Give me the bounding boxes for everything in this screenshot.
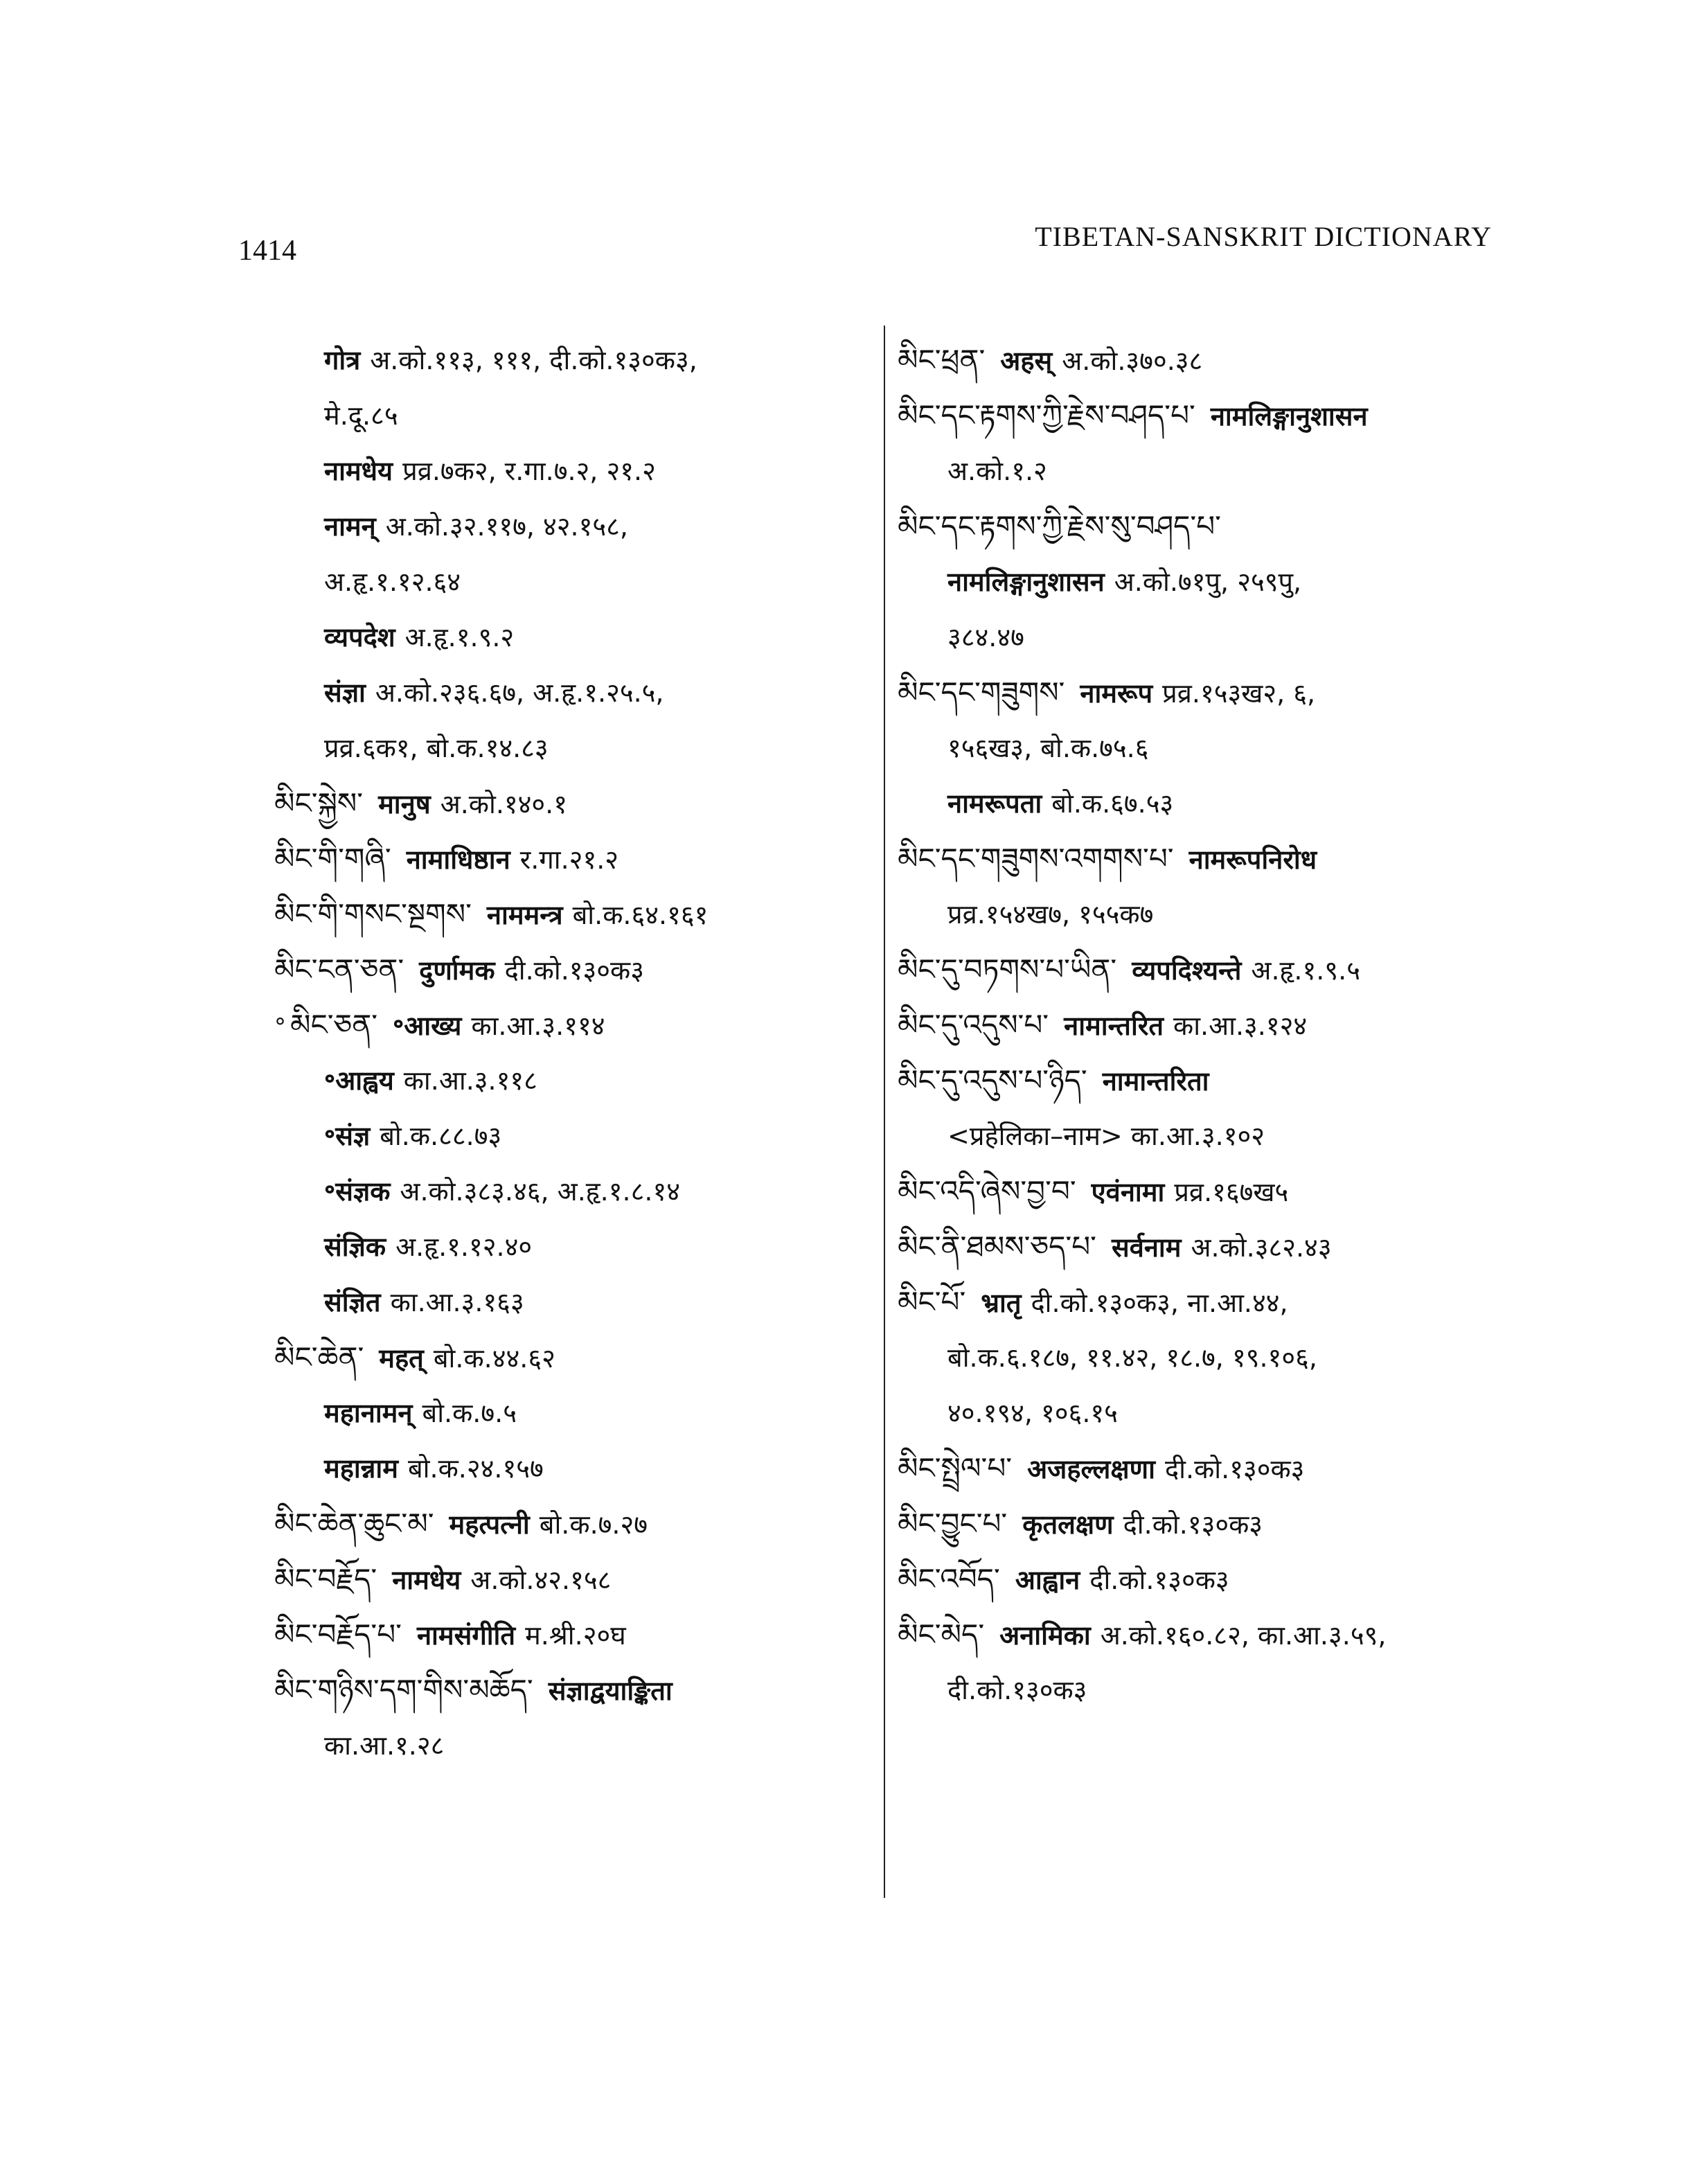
sanskrit-term: नामधेय xyxy=(392,1565,461,1595)
source-reference: का.आ.३.१६३ xyxy=(390,1287,524,1317)
sanskrit-term: महानामन् xyxy=(324,1398,413,1428)
sanskrit-term: व्यपदिश्यन्ते xyxy=(1132,955,1242,986)
sanskrit-term: कृतलक्षण xyxy=(1022,1509,1114,1540)
tibetan-headword: མིང་གཉིས་དག་གིས་མཆོད་ xyxy=(274,1673,533,1707)
source-reference: प्रव्र.१६७ख५ xyxy=(1174,1177,1289,1207)
source-reference: बो.क.६.१८७, ११.४२, १८.७, १९.१०६, xyxy=(947,1342,1317,1373)
dictionary-entry xyxy=(274,1552,849,1607)
sanskrit-term: नामान्तरिता xyxy=(1102,1066,1209,1097)
source-reference: अ.हृ.१.९.५ xyxy=(1251,955,1360,986)
continuation-line xyxy=(898,610,1521,665)
sanskrit-term: आह्वान xyxy=(1015,1565,1080,1595)
dictionary-entry xyxy=(898,831,1521,887)
left-column xyxy=(274,332,849,1773)
source-reference: प्रव्र.७क२, र.गा.७.२, २१.२ xyxy=(402,456,656,486)
entry-marker: ° xyxy=(274,1013,286,1041)
dictionary-entry xyxy=(898,1441,1521,1496)
dictionary-entry xyxy=(274,1662,849,1718)
source-reference: प्रव्र.६क१, बो.क.१४.८३ xyxy=(324,733,549,763)
continuation-line xyxy=(898,720,1521,776)
sanskrit-term: नाममन्त्र xyxy=(486,900,563,930)
dictionary-entry xyxy=(898,1053,1521,1108)
sanskrit-term: नामरूप xyxy=(1080,678,1153,709)
page-number: 1414 xyxy=(238,235,296,267)
tibetan-headword: མིང་ཆེན་ xyxy=(274,1340,364,1374)
dictionary-entry xyxy=(898,1275,1521,1330)
source-reference: का.आ.३.११८ xyxy=(403,1065,537,1096)
sanskrit-equivalent xyxy=(274,1053,849,1108)
sanskrit-equivalent xyxy=(274,1275,849,1330)
tibetan-headword: མིང་འདི་ཞེས་བྱ་བ་ xyxy=(898,1174,1076,1208)
sanskrit-term: नामलिङ्गानुशासन xyxy=(947,567,1105,597)
dictionary-entry xyxy=(898,499,1521,554)
sanskrit-term: ॰आह्वय xyxy=(324,1065,394,1096)
tibetan-headword: མིང་ཕྲན་ xyxy=(898,343,986,377)
sanskrit-term: महत्पत्नी xyxy=(449,1509,530,1540)
continuation-line xyxy=(898,887,1521,942)
sanskrit-term: संज्ञिक xyxy=(324,1232,386,1262)
source-reference: अ.को.२३६.६७, अ.हृ.१.२५.५, xyxy=(375,677,664,708)
sanskrit-term: संज्ञा xyxy=(324,677,366,708)
source-reference: का.आ.१.२८ xyxy=(324,1730,445,1761)
dictionary-entry xyxy=(898,942,1521,997)
source-reference: अ.को.११३, १११, दी.को.१३०क३, xyxy=(370,345,697,375)
source-reference: दी.को.१३०क३ xyxy=(1123,1509,1263,1540)
tibetan-headword: མིང་སྐྱེས་ xyxy=(274,786,364,820)
right-column xyxy=(898,332,1521,1718)
sanskrit-equivalent xyxy=(898,776,1521,831)
tibetan-headword: མིང་དང་རྟགས་ཀྱི་རྗེས་བཤད་པ་ xyxy=(898,398,1195,432)
sanskrit-term: नामन् xyxy=(324,511,376,542)
tibetan-headword: མིང་དང་གཟུགས་འགགས་པ་ xyxy=(898,842,1174,876)
sanskrit-term: नामसंगीति xyxy=(416,1620,516,1651)
source-reference: अ.को.१४०.१ xyxy=(440,789,568,819)
source-reference: बो.क.२४.१५७ xyxy=(407,1453,544,1484)
dictionary-entry xyxy=(898,1219,1521,1275)
source-reference: बो.क.७.५ xyxy=(422,1398,517,1428)
tibetan-headword: མིང་གི་གསང་སྔགས་ xyxy=(274,897,472,931)
source-reference: दी.को.१३०क३ xyxy=(504,955,644,986)
source-reference: <प्रहेलिका–नाम> का.आ.३.१०२ xyxy=(947,1121,1265,1151)
source-reference: अ.को.३२.११७, ४२.१५८, xyxy=(385,511,628,542)
sanskrit-equivalent xyxy=(898,554,1521,610)
sanskrit-term: संज्ञित xyxy=(324,1287,381,1317)
source-reference: दी.को.१३०क३ xyxy=(1164,1454,1305,1484)
source-reference: अ.को.३७०.३८ xyxy=(1062,346,1203,376)
column-divider xyxy=(884,326,885,1898)
source-reference: म.श्री.२०घ xyxy=(525,1620,626,1651)
dictionary-entry xyxy=(274,942,849,997)
sanskrit-term: सर्वनाम xyxy=(1112,1232,1182,1263)
sanskrit-equivalent xyxy=(274,610,849,665)
source-reference: अ.हृ.१.९.२ xyxy=(404,622,515,652)
tibetan-headword: མིང་དུ་འདུས་པ་ xyxy=(898,1008,1049,1042)
dictionary-entry xyxy=(898,1164,1521,1219)
sanskrit-term: मानुष xyxy=(378,789,431,819)
continuation-line xyxy=(898,1385,1521,1441)
sanskrit-term: नामान्तरित xyxy=(1064,1011,1164,1041)
source-reference: बो.क.६७.५३ xyxy=(1051,788,1174,819)
sanskrit-term: दुर्णामक xyxy=(419,955,495,986)
source-reference: अ.को.१.२ xyxy=(947,456,1047,486)
sanskrit-equivalent xyxy=(274,332,849,388)
sanskrit-term: भ्रातृ xyxy=(981,1288,1022,1318)
sanskrit-equivalent xyxy=(274,443,849,499)
source-reference: अ.को.७१पु, २५९पु, xyxy=(1114,567,1302,597)
sanskrit-term: नामरूपनिरोध xyxy=(1188,844,1317,875)
tibetan-headword: མིང་ཅན་ xyxy=(290,1008,378,1042)
tibetan-headword: མིང་གི་གཞི་ xyxy=(274,842,391,876)
dictionary-entry xyxy=(898,1496,1521,1552)
sanskrit-term: नामधेय xyxy=(324,456,393,486)
sanskrit-equivalent xyxy=(274,499,849,554)
dictionary-entry xyxy=(274,831,849,887)
dictionary-entry xyxy=(898,1552,1521,1607)
source-reference: अ.को.४२.१५८ xyxy=(470,1565,612,1595)
source-reference: का.आ.३.११४ xyxy=(471,1011,605,1041)
source-reference: दी.को.१३०क३ xyxy=(947,1675,1087,1705)
sanskrit-term: अजहल्लक्षणा xyxy=(1027,1454,1155,1484)
tibetan-headword: མིང་དུ་བཏགས་པ་ཡིན་ xyxy=(898,952,1117,986)
sanskrit-term: नामरूपता xyxy=(947,788,1042,819)
sanskrit-term: ॰संज्ञक xyxy=(324,1176,391,1207)
source-reference: दी.को.१३०क३ xyxy=(1089,1565,1229,1595)
dictionary-entry xyxy=(274,1496,849,1552)
source-reference: बो.क.७.२७ xyxy=(539,1509,648,1540)
source-reference: ४०.१९४, १०६.१५ xyxy=(947,1398,1118,1428)
continuation-line xyxy=(274,720,849,776)
tibetan-headword: མིང་བརྗོད་ xyxy=(274,1562,377,1596)
continuation-line xyxy=(274,1718,849,1773)
continuation-line xyxy=(898,443,1521,499)
sanskrit-equivalent xyxy=(274,1164,849,1219)
source-reference: अ.हृ.१.१२.६४ xyxy=(324,567,461,597)
source-reference: प्रव्र.१५४ख७, १५५क७ xyxy=(947,899,1154,930)
dictionary-entry xyxy=(274,1607,849,1662)
tibetan-headword: མིང་དང་གཟུགས་ xyxy=(898,675,1065,709)
sanskrit-equivalent xyxy=(274,1108,849,1164)
tibetan-headword: མིང་དང་རྟགས་ཀྱི་རྗེས་སུ་བཤད་པ་ xyxy=(898,509,1221,543)
tibetan-headword: མིང་ངན་ཅན་ xyxy=(274,952,404,986)
tibetan-headword: མིང་བརྗོད་པ་ xyxy=(274,1617,402,1651)
continuation-line xyxy=(274,388,849,443)
source-reference: बो.क.४४.६२ xyxy=(433,1343,555,1374)
sanskrit-term: अहस् xyxy=(1000,346,1053,376)
sanskrit-term: नामलिङ्गानुशासन xyxy=(1210,401,1368,432)
tibetan-headword: མིང་མེད་ xyxy=(898,1617,985,1651)
tibetan-headword: མིང་ནི་ཐམས་ཅད་པ་ xyxy=(898,1229,1096,1263)
sanskrit-term: गोत्र xyxy=(324,345,361,375)
tibetan-headword: མིང་དུ་འདུས་པ་ཉིད་ xyxy=(898,1063,1087,1097)
continuation-line xyxy=(898,1108,1521,1164)
sanskrit-term: नामाधिष्ठान xyxy=(406,844,510,875)
dictionary-entry xyxy=(898,665,1521,720)
sanskrit-term: संज्ञाद्वयाङ्किता xyxy=(548,1676,673,1706)
dictionary-entry xyxy=(274,997,849,1053)
continuation-line xyxy=(898,1662,1521,1718)
tibetan-headword: མིང་པོ་ xyxy=(898,1285,966,1319)
sanskrit-equivalent xyxy=(274,1385,849,1441)
source-reference: मे.दू.८५ xyxy=(324,400,398,431)
source-reference: का.आ.३.१२४ xyxy=(1173,1011,1308,1041)
sanskrit-equivalent xyxy=(274,1219,849,1275)
source-reference: अ.हृ.१.१२.४० xyxy=(395,1232,533,1262)
dictionary-entry xyxy=(898,1607,1521,1662)
source-reference: अ.को.१६०.८२, का.आ.३.५९, xyxy=(1100,1620,1387,1651)
continuation-line xyxy=(898,1330,1521,1385)
source-reference: र.गा.२१.२ xyxy=(519,844,619,875)
source-reference: बो.क.६४.१६१ xyxy=(572,900,709,930)
running-head: TIBETAN-SANSKRIT DICTIONARY xyxy=(1035,221,1492,252)
sanskrit-term: व्यपदेश xyxy=(324,622,395,652)
sanskrit-term: अनामिका xyxy=(999,1620,1091,1651)
sanskrit-equivalent xyxy=(274,665,849,720)
source-reference: अ.को.३८२.४३ xyxy=(1191,1232,1332,1263)
dictionary-entry xyxy=(274,887,849,942)
tibetan-headword: མིང་སྤྲེལ་པ་ xyxy=(898,1451,1013,1485)
source-reference: १५६ख३, बो.क.७५.६ xyxy=(947,733,1149,763)
source-reference: बो.क.८८.७३ xyxy=(380,1121,502,1151)
continuation-line xyxy=(274,554,849,610)
source-reference: दी.को.१३०क३, ना.आ.४४, xyxy=(1031,1288,1288,1318)
dictionary-entry xyxy=(898,997,1521,1053)
tibetan-headword: མིང་འབོད་ xyxy=(898,1562,1000,1596)
source-reference: अ.को.३८३.४६, अ.हृ.१.८.१४ xyxy=(400,1176,680,1207)
dictionary-entry xyxy=(898,332,1521,388)
dictionary-entry xyxy=(274,776,849,831)
dictionary-entry xyxy=(274,1330,849,1385)
tibetan-headword: མིང་ཆེན་ཆུང་མ་ xyxy=(274,1507,434,1541)
sanskrit-term: महत् xyxy=(379,1343,424,1374)
sanskrit-equivalent xyxy=(274,1441,849,1496)
source-reference: ३८४.४७ xyxy=(947,622,1024,652)
sanskrit-term: महान्नाम xyxy=(324,1453,398,1484)
source-reference: प्रव्र.१५३ख२, ६, xyxy=(1162,678,1316,709)
sanskrit-term: ॰संज्ञ xyxy=(324,1121,371,1151)
dictionary-entry xyxy=(898,388,1521,443)
sanskrit-term: ॰आख्य xyxy=(393,1011,462,1041)
sanskrit-term: एवंनामा xyxy=(1091,1177,1165,1207)
tibetan-headword: མིང་བྱུང་པ་ xyxy=(898,1507,1008,1541)
